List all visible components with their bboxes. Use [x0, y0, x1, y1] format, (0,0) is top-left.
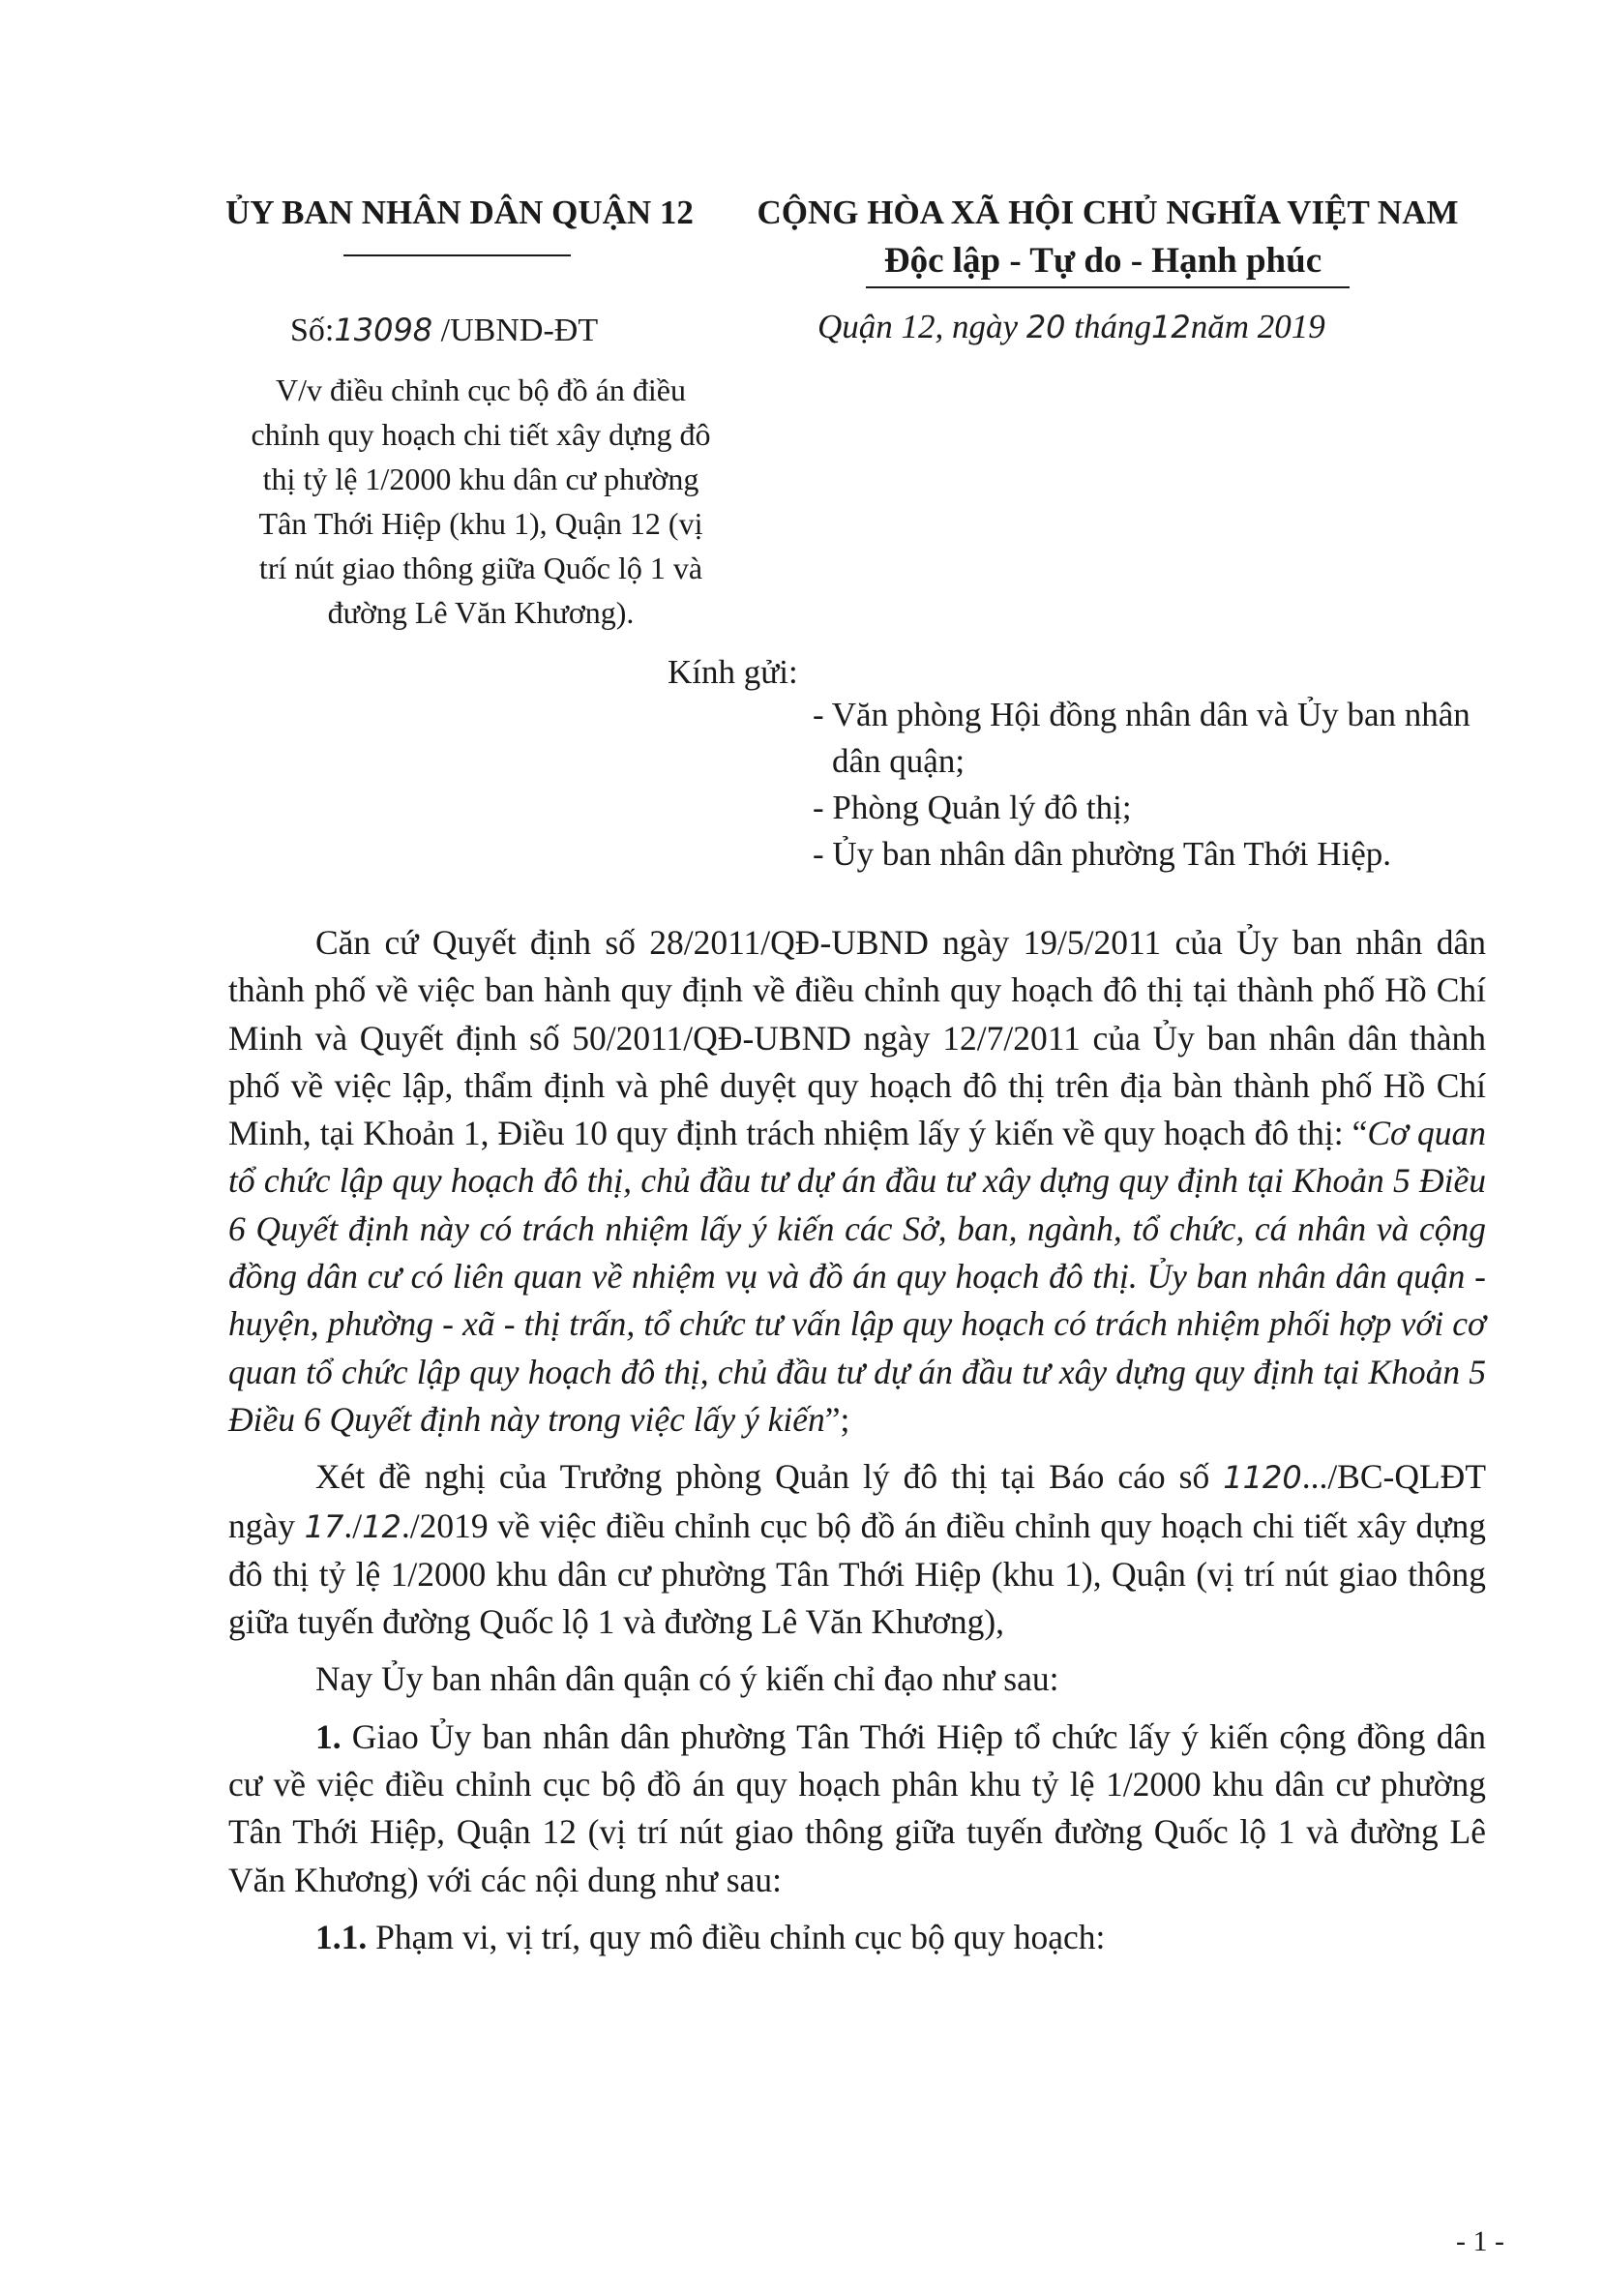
report-month-handwritten: 12: [362, 1507, 401, 1545]
report-number-handwritten: 1120: [1223, 1459, 1302, 1497]
place-date: [817, 308, 1495, 346]
paragraph-item-1-1: [228, 1914, 1486, 1961]
place-prefix: Quận 12, ngày: [817, 308, 1019, 345]
recipient-item: - Văn phòng Hội đồng nhân dân và Ủy ban nhân dân quận;: [813, 696, 1470, 780]
item-text: Giao Ủy ban nhân dân phường Tân Thới Hiệp tổ chức lấy ý kiến cộng đồng dân cư về việc điều chỉnh cục bộ đồ án quy hoạch phân khu tỷ lệ 1/2000 khu dân cư phường Tân Thới Hiệp, Quận 12 (vị trí nút giao thông giữa tuyến đường Quốc lộ 1 và đường Lê Văn Khương) với các nội dung như sau:: [228, 1716, 1486, 1899]
subject-line: Tân Thới Hiệp (khu 1), Quận 12 (vị: [258, 506, 703, 541]
proposal-text: Xét đề nghị của Trưởng phòng Quản lý đô thị tại Báo cáo số: [315, 1457, 1224, 1497]
legal-basis-quote: Cơ quan tổ chức lập quy hoạch đô thị, chủ đầu tư dự án đầu tư xây dựng quy định tại Khoản 5 Điều 6 Quyết định này có trách nhiệm lấy ý kiến các Sở, ban, ngành, tổ chức, cá nhân và cộng đồng dân cư có liên quan về nhiệm vụ và đồ án quy hoạch đô thị. Ủy ban nhân dân quận - huyện, phường - xã - thị trấn, tổ chức tư vấn lập quy hoạch có trách nhiệm phối hợp với cơ quan tổ chức lập quy hoạch đô thị, chủ đầu tư dự án đầu tư xây dựng quy định tại Khoản 5 Điều 6 Quyết định này trong việc lấy ý kiến: [228, 1114, 1486, 1439]
month-handwritten: 12: [1151, 309, 1191, 345]
proposal-text: ./2019 về việc điều chỉnh cục bộ đồ án điều chỉnh quy hoạch chi tiết xây dựng đô thị tỷ lệ 1/2000 khu dân cư phường Tân Thới Hiệp (khu 1), Quận (vị trí nút giao thông giữa tuyến đường Quốc lộ 1 và đường Lê Văn Khương),: [228, 1506, 1486, 1642]
legal-basis-end: ”;: [824, 1399, 850, 1439]
item-number: 1.1.: [315, 1917, 368, 1956]
page-number: - 1 -: [1456, 2225, 1504, 2257]
doc-number-prefix: Số:: [290, 313, 335, 348]
recipient-item: - Ủy ban nhân dân phường Tân Thới Hiệp.: [813, 835, 1392, 873]
letter-body: [228, 919, 1486, 1961]
subject-line: trí nút giao thông giữa Quốc lộ 1 và: [258, 551, 703, 585]
paragraph-item-1: [228, 1714, 1486, 1904]
paragraph-proposal: [228, 1453, 1486, 1646]
day-handwritten: 20: [1025, 309, 1066, 345]
issuing-agency: ỦY BAN NHÂN DÂN QUẬN 12: [225, 194, 694, 231]
subject-line: thị tỷ lệ 1/2000 khu dân cư phường: [262, 462, 699, 496]
proposal-text: .../BC-QLĐT ngày: [228, 1457, 1486, 1545]
item-number: 1.: [315, 1716, 342, 1756]
paragraph-directive: Nay Ủy ban nhân dân quận có ý kiến chỉ đạo như sau:: [315, 1659, 1059, 1699]
legal-basis-text: Căn cứ Quyết định số 28/2011/QĐ-UBND ngày 19/5/2011 của Ủy ban nhân dân thành phố về việc ban hành quy định về điều chỉnh quy hoạch đô thị tại thành phố Hồ Chí Minh và Quyết định số 50/2011/QĐ-UBND ngày 12/7/2011 của Ủy ban nhân dân thành phố về việc lập, thẩm định và phê duyệt quy hoạch đô thị trên địa bàn thành phố Hồ Chí Minh, tại Khoản 1, Điều 10 quy định trách nhiệm lấy ý kiến về quy hoạch đô thị: “: [228, 923, 1486, 1153]
month-label: tháng: [1074, 308, 1152, 345]
agency-underline: [343, 254, 571, 256]
motto-underline: [866, 286, 1350, 288]
subject-line: chỉnh quy hoạch chi tiết xây dựng đô: [251, 417, 711, 452]
document-number: [290, 312, 697, 349]
subject-line: V/v điều chỉnh cục bộ đồ án điều: [276, 373, 686, 407]
subject-line: đường Lê Văn Khương).: [327, 595, 635, 630]
national-title: CỘNG HÒA XÃ HỘI CHỦ NGHĨA VIỆT NAM: [757, 194, 1459, 231]
doc-number-suffix: /UBND-ĐT: [440, 313, 599, 348]
paragraph-legal-basis: [228, 919, 1486, 1444]
report-day-handwritten: 17: [304, 1507, 344, 1545]
proposal-text: ./: [343, 1506, 363, 1545]
national-motto: Độc lập - Tự do - Hạnh phúc: [883, 241, 1322, 281]
year-label: năm 2019: [1190, 308, 1325, 345]
doc-number-handwritten: 13098: [334, 312, 433, 348]
recipient-item: - Phòng Quản lý đô thị;: [813, 789, 1132, 826]
greeting: Kính gửi:: [668, 653, 798, 691]
item-text: Phạm vi, vị trí, quy mô điều chỉnh cục bộ quy hoạch:: [367, 1917, 1106, 1956]
subject-block: [224, 368, 737, 635]
recipient-list: [813, 692, 1509, 878]
